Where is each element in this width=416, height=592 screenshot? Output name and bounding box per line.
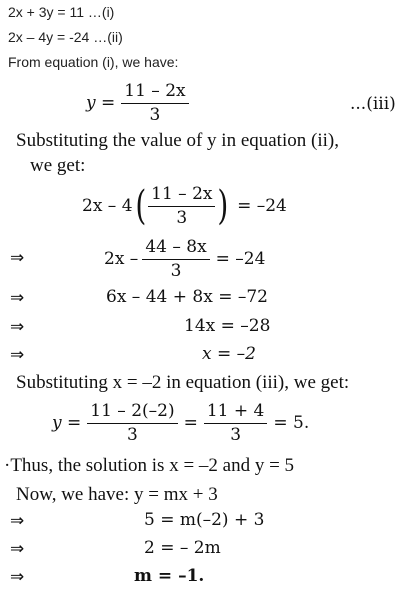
solution-statement: ·Thus, the solution is x = –2 and y = 5 — [4, 455, 295, 476]
s1-rhs: = –24 — [237, 196, 287, 216]
equation-i: 2x + 3y = 11 …(i) — [8, 4, 115, 20]
from-equation-text: From equation (i), we have: — [8, 54, 179, 70]
implies-arrow-5: ⇒ — [10, 511, 25, 531]
y-denominator: 3 — [149, 104, 161, 125]
right-paren: ) — [217, 183, 229, 229]
s2-fraction — [142, 238, 209, 280]
s2-rhs: = –24 — [215, 249, 266, 269]
left-paren: ( — [134, 183, 146, 229]
y2-numerator-1: 11 – 2(–2) — [87, 402, 177, 424]
s2-numerator: 44 – 8x — [142, 238, 209, 260]
y2-fraction-1 — [87, 402, 177, 444]
implies-arrow-7: ⇒ — [10, 567, 25, 587]
m-step-1: 5 = m(–2) + 3 — [144, 510, 265, 530]
s1-numerator: 11 – 2x — [148, 185, 215, 207]
y2-rhs: = 5. — [273, 413, 310, 433]
y2-numerator-2: 11 + 4 — [204, 402, 268, 424]
step-5: x = –2 — [202, 344, 256, 364]
s1-lhs: 2x – 4 — [82, 196, 133, 216]
implies-arrow-2: ⇒ — [10, 288, 25, 308]
substituting-text-line2: we get: — [30, 155, 86, 176]
implies-arrow-6: ⇒ — [10, 539, 25, 559]
y-expression — [86, 80, 189, 126]
m-result: m = –1. — [134, 566, 205, 586]
y-numerator: 11 – 2x — [121, 82, 188, 104]
implies-arrow-1: ⇒ — [10, 248, 25, 268]
implies-arrow-4: ⇒ — [10, 345, 25, 365]
s1-denominator: 3 — [176, 207, 188, 228]
substituting-x-text: Substituting x = –2 in equation (iii), we get: — [16, 372, 350, 393]
implies-arrow-3: ⇒ — [10, 317, 25, 337]
y-value-computation — [52, 398, 309, 448]
now-we-have: Now, we have: y = mx + 3 — [16, 484, 218, 505]
y-lhs: y = — [86, 93, 116, 113]
tag-iii: ...(iii) — [350, 94, 396, 114]
y2-lhs: y = — [52, 413, 82, 433]
step-substitution — [82, 180, 287, 232]
y2-denominator-2: 3 — [230, 424, 242, 445]
substituting-text-line1: Substituting the value of y in equation (ii), — [16, 130, 339, 151]
y2-equals: = — [183, 413, 198, 433]
y2-fraction-2 — [204, 402, 268, 444]
step-4: 14x = –28 — [184, 316, 271, 336]
step-2 — [104, 236, 265, 282]
y-fraction — [121, 82, 188, 124]
y2-denominator-1: 3 — [127, 424, 138, 445]
s2-denominator: 3 — [170, 260, 182, 281]
s1-fraction — [148, 185, 215, 227]
equation-ii: 2x – 4y = -24 …(ii) — [8, 29, 123, 45]
s2-lhs: 2x – — [104, 249, 139, 269]
step-3: 6x – 44 + 8x = –72 — [106, 287, 268, 307]
m-step-2: 2 = – 2m — [144, 538, 221, 558]
